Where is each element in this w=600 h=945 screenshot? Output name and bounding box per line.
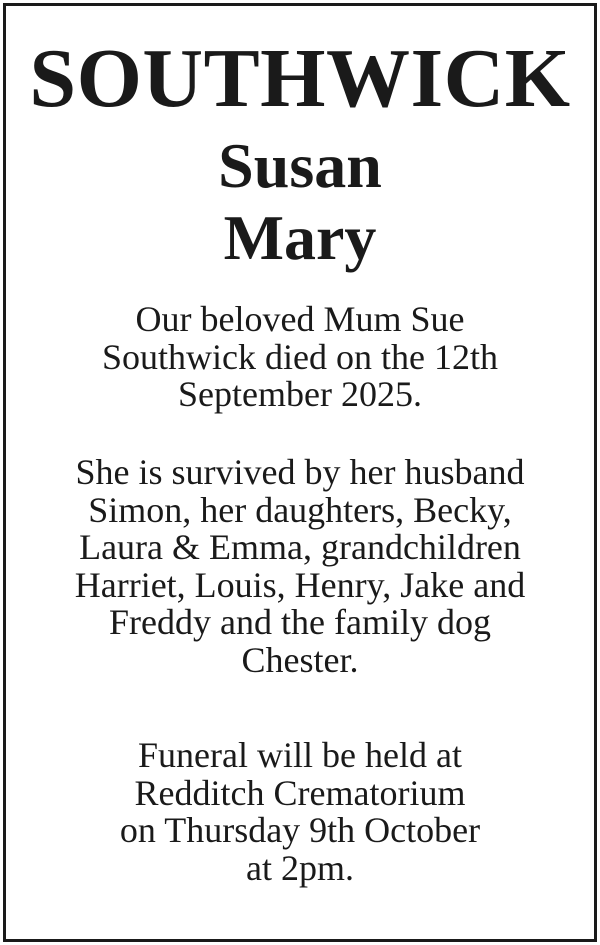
forename-first: Susan — [218, 130, 382, 201]
text-line: on Thursday 9th October — [119, 810, 481, 850]
text-line: September 2025. — [178, 374, 422, 414]
text-line: Simon, her daughters, Becky, — [88, 489, 512, 530]
text-line: She is survived by her husband — [75, 452, 525, 492]
text-line: Freddy and the family dog — [109, 602, 491, 642]
text-line: Laura & Emma, grandchildren — [79, 527, 521, 567]
funeral-paragraph — [6, 737, 594, 887]
text-line: Chester. — [241, 639, 359, 680]
announcement-paragraph — [6, 301, 594, 414]
surname-heading: SOUTHWICK — [29, 32, 571, 125]
text-line: Harriet, Louis, Henry, Jake and — [74, 564, 526, 605]
text-line: Southwick died on the 12th — [102, 336, 498, 377]
forenames-heading — [6, 130, 594, 274]
text-line: Redditch Crematorium — [134, 772, 466, 813]
text-line: Our beloved Mum Sue — [135, 299, 465, 339]
death-notice — [3, 3, 597, 942]
text-line: Funeral will be held at — [138, 735, 462, 775]
text-line: at 2pm. — [246, 847, 354, 888]
survivors-paragraph — [6, 454, 594, 679]
forename-middle: Mary — [223, 202, 377, 273]
